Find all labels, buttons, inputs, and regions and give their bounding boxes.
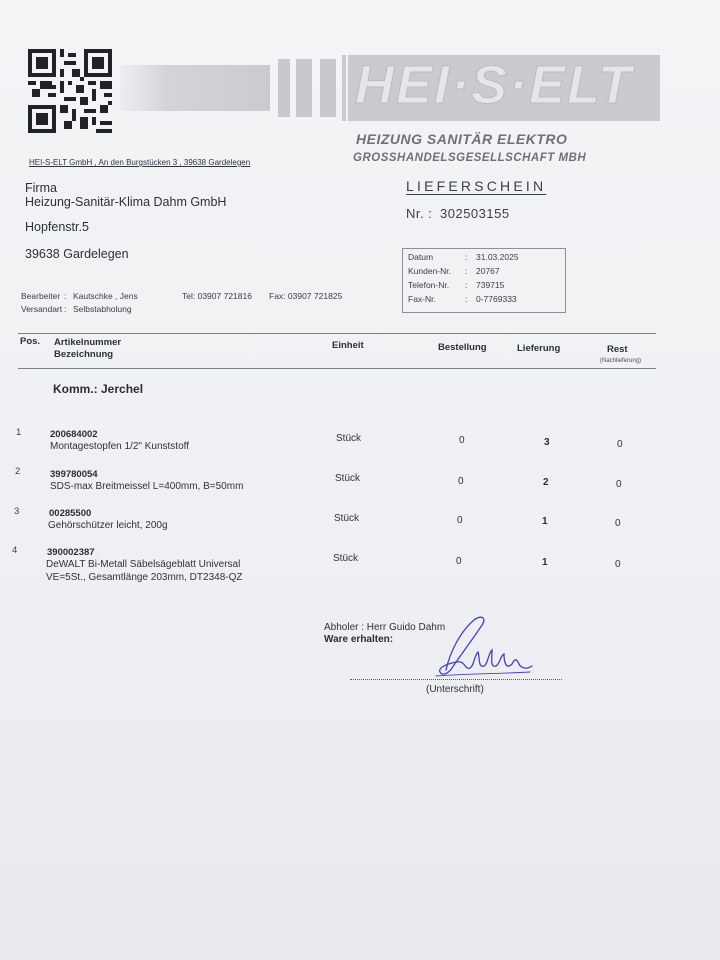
- ware-erhalten: Ware erhalten:: [324, 634, 394, 645]
- col-rest: Rest: [607, 344, 628, 355]
- row-desc-2: VE=5St., Gesamtlänge 203mm, DT2348-QZ: [46, 572, 243, 583]
- info-fax-value: 0-7769333: [476, 294, 517, 304]
- row-pos: 1: [16, 427, 22, 438]
- company-tagline-1: HEIZUNG SANITÄR ELEKTRO: [356, 131, 568, 147]
- col-artnr: Artikelnummer: [54, 337, 122, 348]
- row-lieferung: 1: [542, 557, 548, 568]
- row-rest: 0: [616, 479, 622, 490]
- document-title: LIEFERSCHEIN: [406, 178, 547, 194]
- header-top-rule: [18, 333, 656, 334]
- company-tagline-2: GROSSHANDELSGESELLSCHAFT MBH: [353, 152, 587, 164]
- row-unit: Stück: [335, 473, 361, 484]
- info-customer-value: 20767: [476, 266, 500, 276]
- delivery-note-page: HEI·S·ELT HEIZUNG SANITÄR ELEKTRO GROSSHANDELSGESELLSCHAFT MBH HEI-S-ELT GmbH , An den Burgstücken 3 , 39638 Gardelegen Firma Heizung-Sanitär-Klima Dahm GmbH Hopfenstr.5 39638 Gardelegen LIEFERSCHEIN Nr. : 302503155 Datum : 31.03.2025 Kunden-Nr. : 20767 Telefon-Nr. : 739715 Fax-Nr. : 0-7769333 Bearbeiter : Kautschke , Jens Tel: 03907 721816 Fax: 03907 721825 Versandart : Selbstabholung Pos. Artikelnummer Bezeichnung Einheit Bestellung Lieferung Rest (Nachlieferung) Komm.: Jerchel 1 200684002 Montagestopfen 1/2" Kunststoff Stück 0 3 0 2 399780054 SDS-max Breitmeissel L=400mm, B=50mm Stück 0 2 0 3 00285500 Gehörschützer leicht, 200g Stück 0 1 0 4 390002387 DeWALT Bi-Metall Säbelsägeblatt Universal VE=5St., Gesamtlänge 203mm, DT2348-QZ Stück 0 1 0 Abholer : Herr Guido Dahm Ware erhalten: (Unterschrift): [0, 0, 720, 960]
- row-unit: Stück: [334, 513, 360, 524]
- recipient-city: 39638 Gardelegen: [25, 247, 129, 261]
- kommission: Komm.: Jerchel: [53, 382, 144, 396]
- qr-code: [28, 46, 112, 136]
- info-phone-label: Telefon-Nr.: [408, 280, 450, 290]
- document-number-label: Nr. :: [406, 206, 433, 221]
- col-lieferung: Lieferung: [517, 343, 561, 354]
- row-pos: 2: [15, 466, 21, 477]
- recipient-line-1: Firma: [25, 181, 57, 195]
- row-rest: 0: [617, 439, 623, 450]
- info-date-label: Datum: [408, 252, 434, 262]
- row-desc: Gehörschützer leicht, 200g: [48, 520, 168, 531]
- signature-caption: (Unterschrift): [426, 684, 484, 695]
- row-rest: 0: [615, 559, 621, 570]
- row-artnr: 390002387: [47, 547, 95, 558]
- row-artnr: 00285500: [49, 508, 92, 519]
- versandart-value: Selbstabholung: [73, 304, 132, 314]
- row-bestellung: 0: [457, 515, 463, 526]
- col-bestellung: Bestellung: [438, 342, 487, 353]
- col-rest-sub: (Nachlieferung): [600, 358, 642, 364]
- row-lieferung: 2: [543, 477, 549, 488]
- company-logo-text: HEI·S·ELT: [355, 55, 633, 115]
- row-rest: 0: [615, 518, 621, 529]
- contact-tel: Tel: 03907 721816: [182, 291, 252, 301]
- row-bestellung: 0: [456, 556, 462, 567]
- row-bestellung: 0: [458, 476, 464, 487]
- col-einheit: Einheit: [332, 340, 364, 351]
- versandart-label: Versandart: [21, 304, 63, 314]
- row-desc: Montagestopfen 1/2" Kunststoff: [50, 441, 190, 452]
- row-unit: Stück: [336, 433, 362, 444]
- sender-line: HEI-S-ELT GmbH , An den Burgstücken 3 , 39638 Gardelegen: [29, 158, 251, 167]
- abholer: Abholer : Herr Guido Dahm: [324, 622, 446, 633]
- row-desc: SDS-max Breitmeissel L=400mm, B=50mm: [50, 481, 244, 492]
- handwritten-signature: [430, 612, 540, 682]
- signature-line: [350, 679, 562, 680]
- row-artnr: 200684002: [50, 429, 98, 440]
- row-bestellung: 0: [459, 435, 465, 446]
- info-box: Datum : 31.03.2025 Kunden-Nr. : 20767 Telefon-Nr. : 739715 Fax-Nr. : 0-7769333: [402, 248, 566, 313]
- row-pos: 3: [14, 506, 20, 517]
- row-lieferung: 3: [544, 437, 550, 448]
- recipient-street: Hopfenstr.5: [25, 220, 89, 234]
- row-lieferung: 1: [542, 516, 548, 527]
- row-desc: DeWALT Bi-Metall Säbelsägeblatt Universal: [46, 559, 241, 570]
- info-customer-label: Kunden-Nr.: [408, 266, 451, 276]
- header-bottom-rule: [18, 368, 656, 369]
- info-date-value: 31.03.2025: [476, 252, 519, 262]
- recipient-line-2: Heizung-Sanitär-Klima Dahm GmbH: [25, 195, 227, 209]
- col-pos: Pos.: [20, 336, 41, 347]
- col-bezeichnung: Bezeichnung: [54, 349, 114, 360]
- bearbeiter-value: Kautschke , Jens: [73, 291, 138, 301]
- bearbeiter-label: Bearbeiter: [21, 291, 61, 301]
- info-fax-label: Fax-Nr.: [408, 294, 436, 304]
- row-artnr: 399780054: [50, 469, 98, 480]
- row-pos: 4: [12, 545, 18, 556]
- info-phone-value: 739715: [476, 280, 505, 290]
- document-number: 302503155: [440, 206, 510, 221]
- row-unit: Stück: [333, 553, 359, 564]
- contact-fax: Fax: 03907 721825: [269, 291, 343, 301]
